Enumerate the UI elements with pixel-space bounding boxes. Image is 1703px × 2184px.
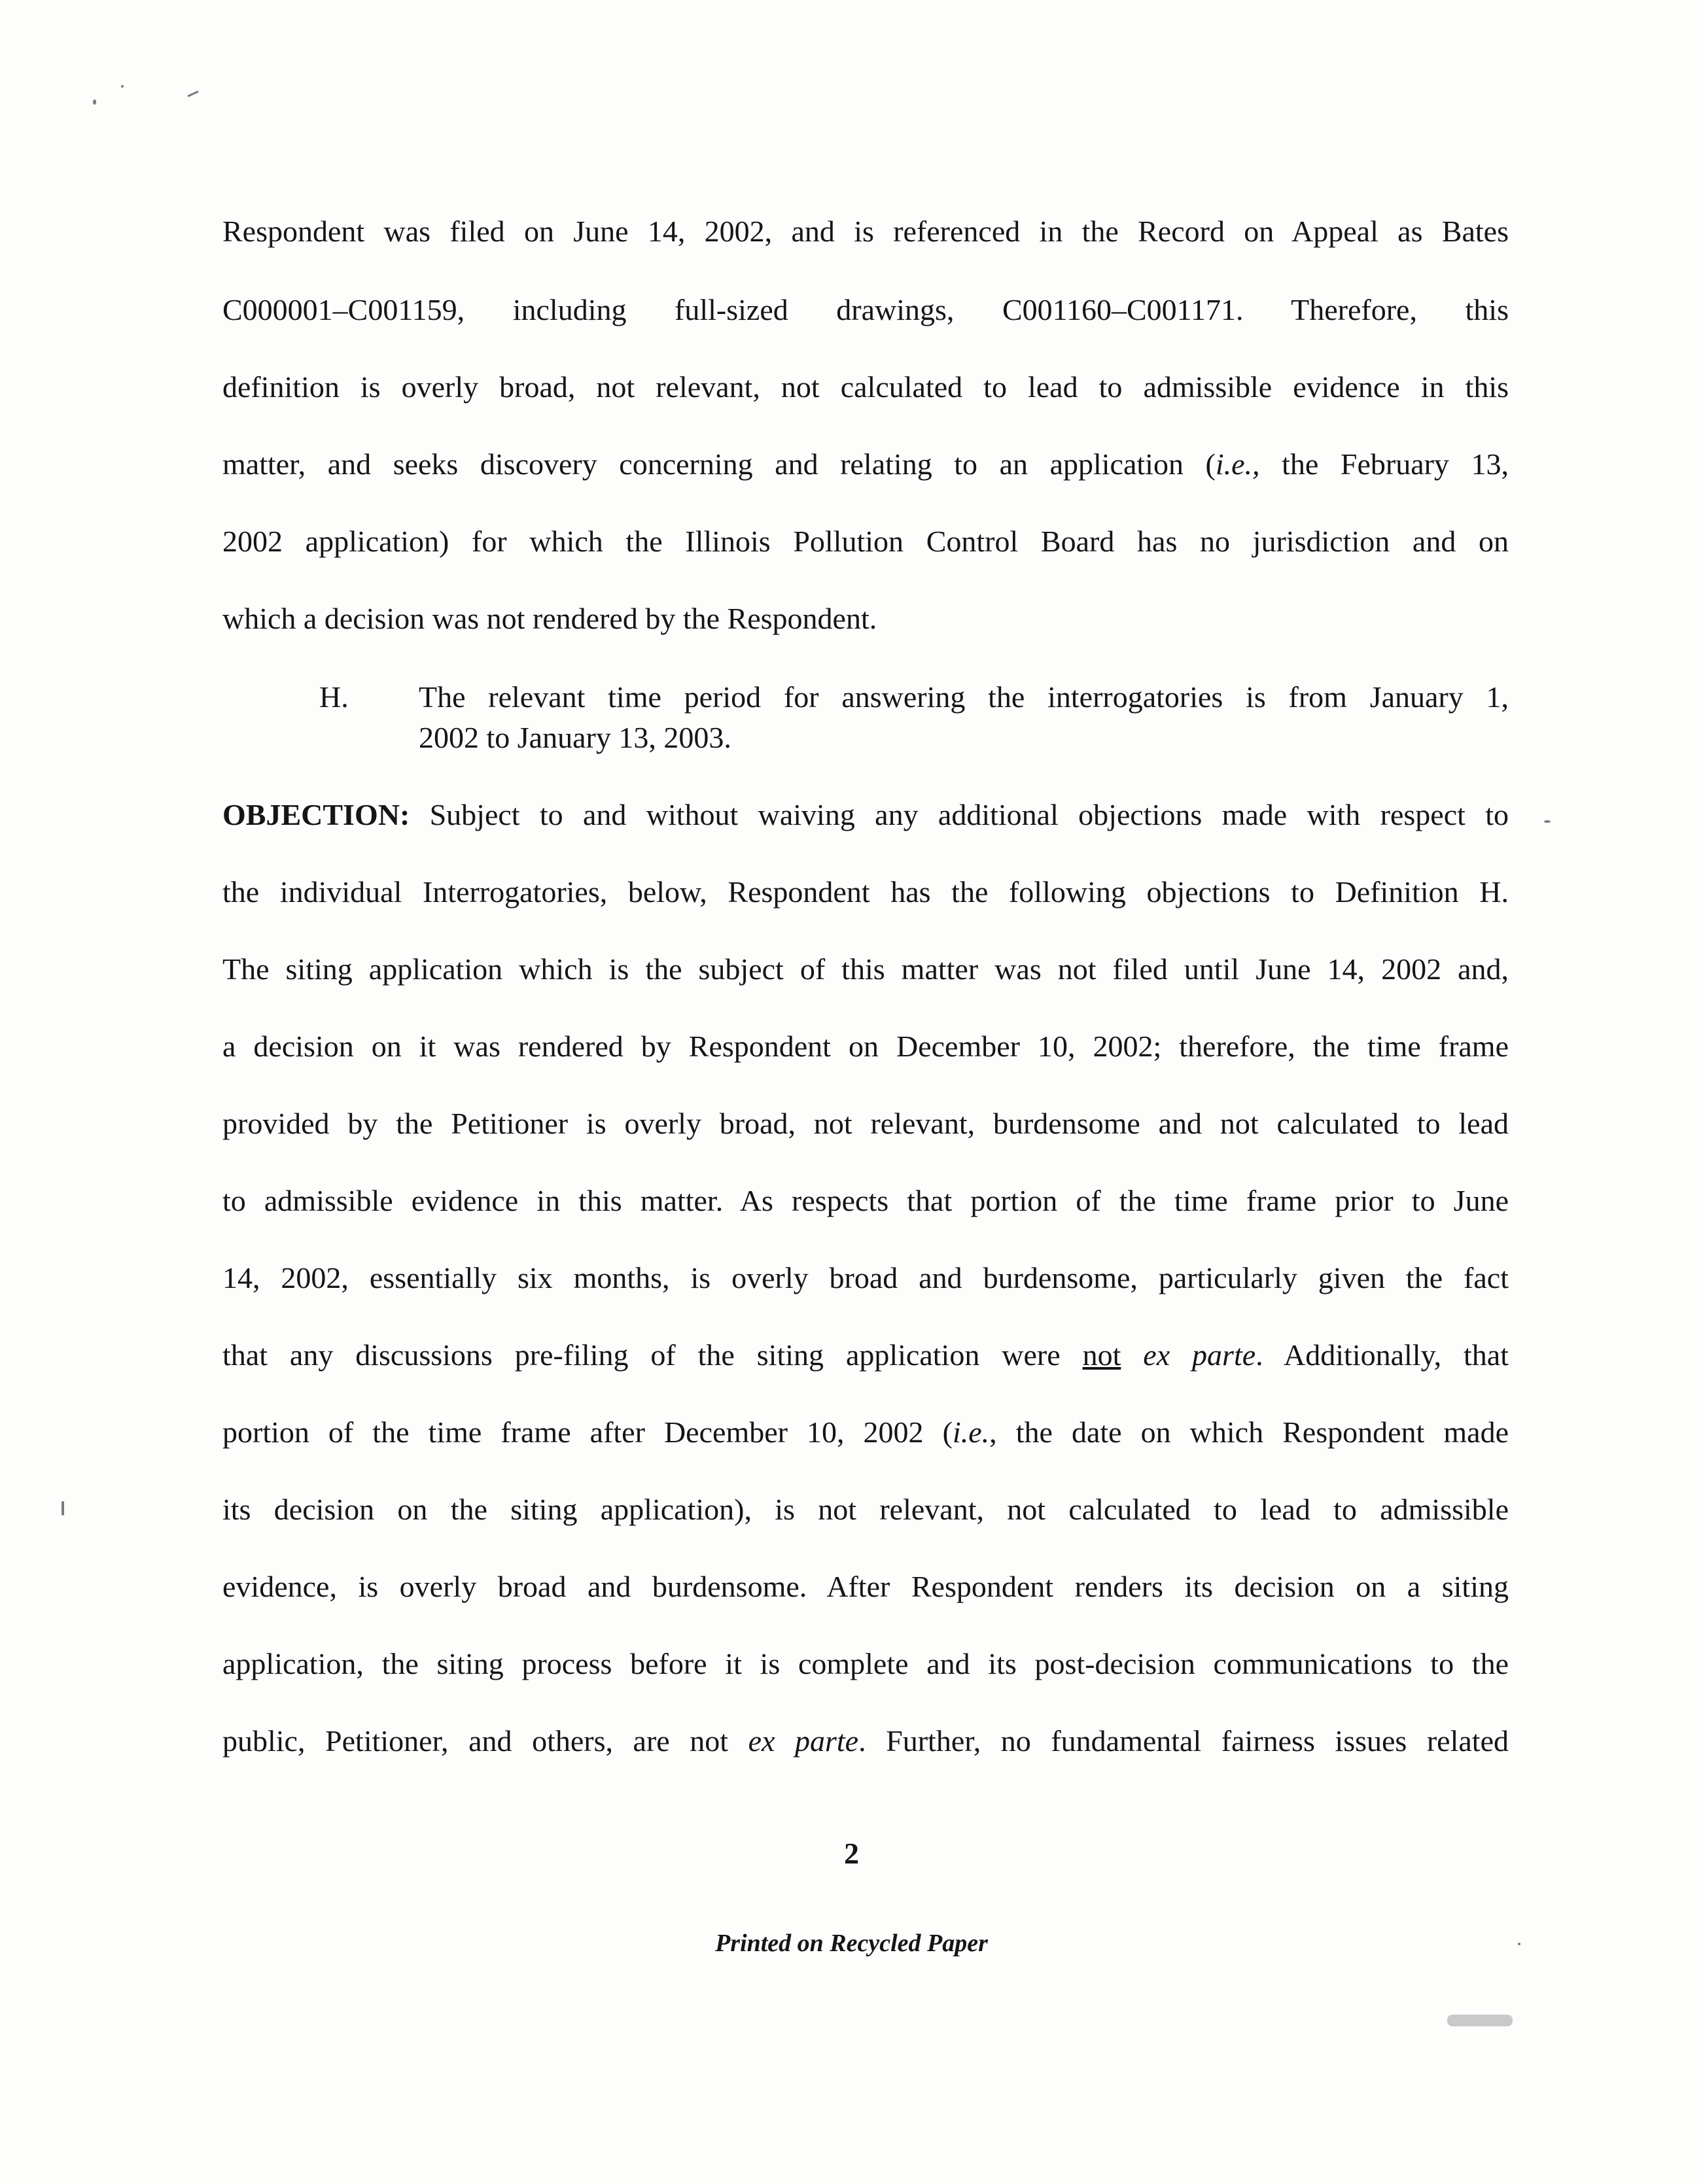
- scan-speck: [1544, 820, 1551, 823]
- text-run: . Additionally, that: [1255, 1338, 1509, 1372]
- footer-note: Printed on Recycled Paper: [715, 1930, 988, 1957]
- objection-line: [222, 1337, 1509, 1374]
- scan-speck: [187, 90, 199, 97]
- scan-speck: [93, 99, 96, 105]
- objection-line: evidence, is overly broad and burdensome. After Respondent renders its decision on a siting: [222, 1570, 1509, 1603]
- definition-text-line: The relevant time period for answering the interrogatories is from January 1,: [419, 680, 1509, 714]
- text-run: that any discussions pre-filing of the siting application were: [222, 1338, 1083, 1372]
- objection-line: [222, 1414, 1509, 1451]
- body-line: C000001–C001159, including full-sized drawings, C001160–C001171. Therefore, this: [222, 293, 1509, 326]
- body-line: [222, 446, 1509, 483]
- objection-line: application, the siting process before it is complete and its post-decision communications to the: [222, 1647, 1509, 1680]
- objection-line: [222, 797, 1509, 833]
- page-number: 2: [844, 1837, 859, 1870]
- objection-line: The siting application which is the subject of this matter was not filed until June 14, 2002 and,: [222, 952, 1509, 986]
- objection-line: the individual Interrogatories, below, Respondent has the following objections to Definition H.: [222, 875, 1509, 909]
- text-run: [1121, 1338, 1143, 1372]
- objection-line: 14, 2002, essentially six months, is overly broad and burdensome, particularly given the fact: [222, 1261, 1509, 1294]
- objection-line: a decision on it was rendered by Respondent on December 10, 2002; therefore, the time frame: [222, 1030, 1509, 1063]
- text-run: public, Petitioner, and others, are not: [222, 1724, 748, 1758]
- body-line: definition is overly broad, not relevant, not calculated to lead to admissible evidence in this: [222, 370, 1509, 404]
- scan-speck: [1447, 2015, 1513, 2026]
- text-run: matter, and seeks discovery concerning and relating to an application (: [222, 447, 1216, 481]
- text-run: . Further, no fundamental fairness issues related: [858, 1724, 1509, 1758]
- italic-phrase: ex parte: [748, 1724, 859, 1758]
- text-run: portion of the time frame after December 10, 2002 (: [222, 1415, 953, 1449]
- definition-letter: H.: [319, 680, 349, 714]
- text-run: Subject to and without waiving any additional objections made with respect to: [410, 798, 1509, 831]
- underlined-word: not: [1082, 1338, 1121, 1372]
- objection-line: to admissible evidence in this matter. As respects that portion of the time frame prior to June: [222, 1184, 1509, 1217]
- scan-speck: [61, 1501, 64, 1516]
- definition-text-line: 2002 to January 13, 2003.: [419, 721, 731, 754]
- italic-abbreviation: i.e.,: [1215, 447, 1260, 481]
- body-line: Respondent was filed on June 14, 2002, and is referenced in the Record on Appeal as Bates: [222, 215, 1509, 248]
- body-line: 2002 application) for which the Illinois Pollution Control Board has no jurisdiction and on: [222, 525, 1509, 558]
- scan-speck: [121, 85, 124, 88]
- objection-line: provided by the Petitioner is overly broad, not relevant, burdensome and not calculated to lead: [222, 1107, 1509, 1140]
- italic-phrase: ex parte: [1143, 1338, 1256, 1372]
- italic-abbreviation: i.e.: [952, 1415, 990, 1449]
- objection-label: OBJECTION:: [222, 798, 410, 831]
- objection-line: [222, 1723, 1509, 1759]
- text-run: , the date on which Respondent made: [989, 1415, 1509, 1449]
- text-run: the February 13,: [1259, 447, 1509, 481]
- objection-line: its decision on the siting application), is not relevant, not calculated to lead to admissible: [222, 1493, 1509, 1526]
- body-line: which a decision was not rendered by the Respondent.: [222, 602, 877, 635]
